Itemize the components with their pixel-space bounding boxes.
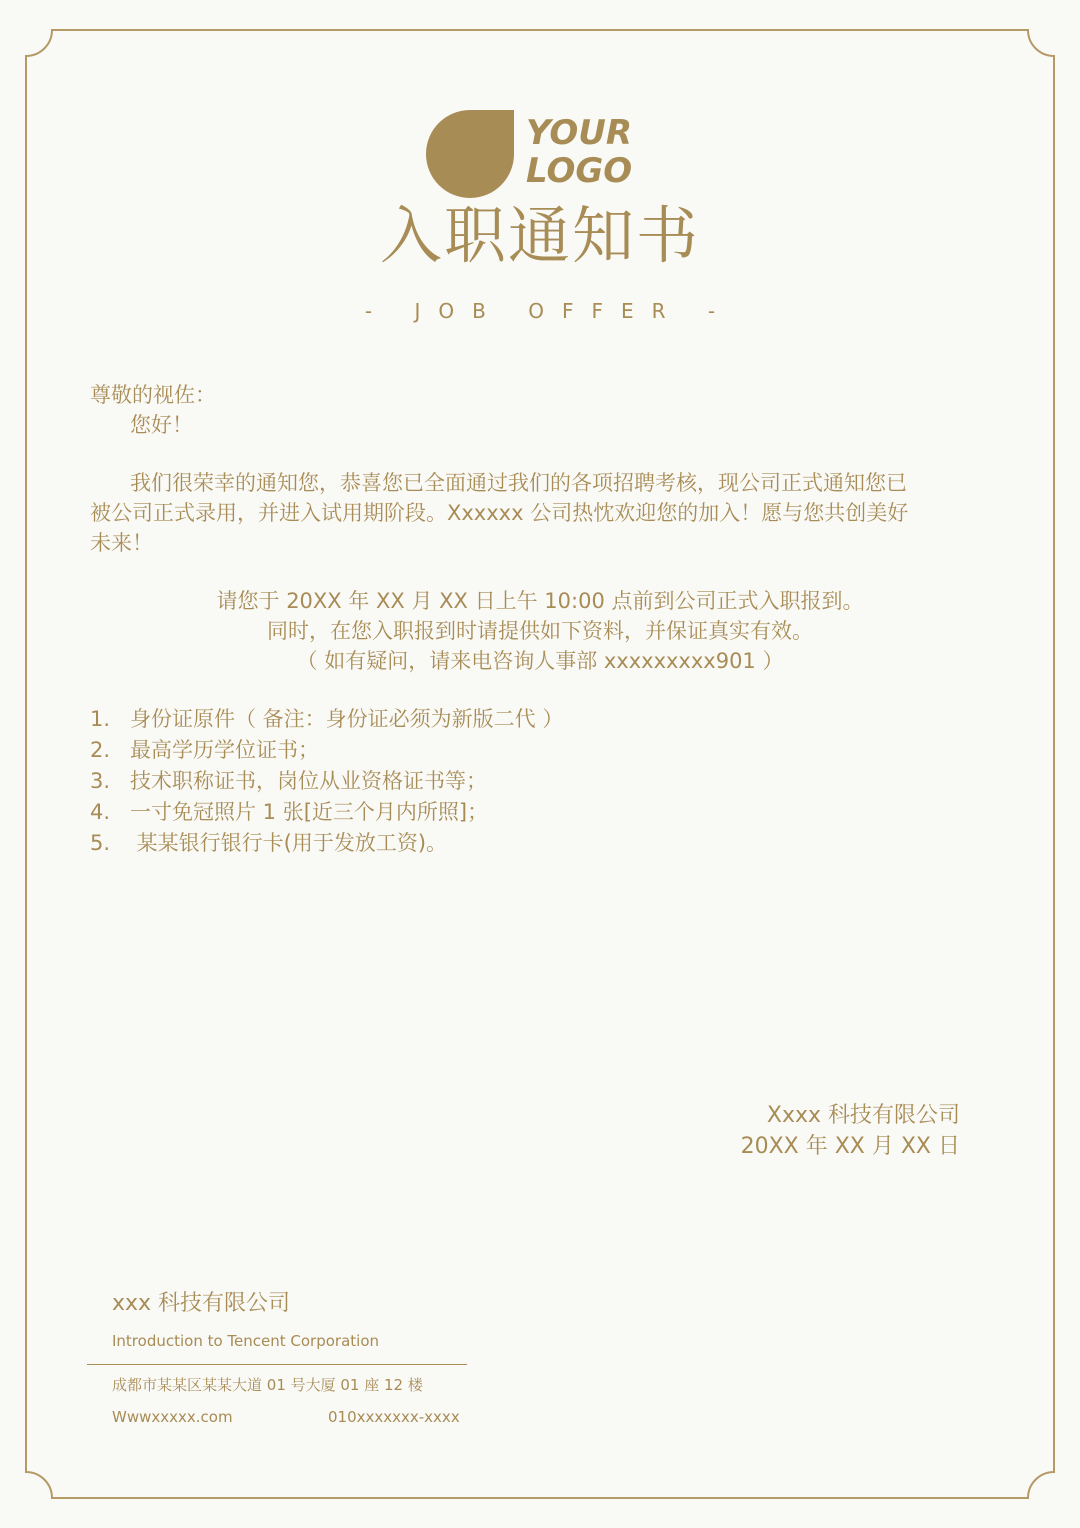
list-item [90,766,563,797]
page-title: 入职通知书 [379,199,700,272]
list-item [90,704,563,735]
footer-divider [87,1364,467,1365]
footer-company-name: xxx 科技有限公司 [112,1291,291,1316]
logo-line-1: YOUR [526,113,633,153]
signature-company: Xxxx 科技有限公司 [766,1103,960,1128]
contact-line: （ 如有疑问，请来电咨询人事部 xxxxxxxxx901 ） [296,649,784,673]
company-logo [426,110,646,198]
list-item-number: 4. [90,800,111,824]
greeting: 您好！ [130,413,193,437]
paragraph-line-2: 被公司正式录用，并进入试用期阶段。Xxxxxx 公司热忱欢迎您的加入！愿与您共创美好 [90,501,909,525]
footer-intro: Introduction to Tencent Corporation [112,1332,380,1350]
list-item [90,797,563,828]
paragraph-line-3: 未来！ [90,531,153,555]
footer-website: Wwwxxxxx.com [112,1408,233,1426]
list-item-number: 3. [90,769,111,793]
list-item-number: 2. [90,738,111,762]
list-item-text: 技术职称证书，岗位从业资格证书等； [130,769,487,793]
signature-date: 20XX 年 XX 月 XX 日 [740,1134,960,1159]
list-item-number: 1. [90,707,111,731]
list-item [90,735,563,766]
list-item-text: 身份证原件（ 备注：身份证必须为新版二代 ） [130,707,564,731]
footer-phone: 010xxxxxxx-xxxx [328,1408,460,1426]
paragraph-line-1: 我们很荣幸的通知您，恭喜您已全面通过我们的各项招聘考核，现公司正式通知您已 [130,471,907,495]
list-item-number: 5. [90,831,111,855]
documents-list [90,704,563,859]
list-item-text: 最高学历学位证书； [130,738,319,762]
salutation: 尊敬的视佐： [90,383,216,407]
logo-leaf-icon [426,110,514,198]
logo-line-2: LOGO [526,151,633,191]
list-item [90,828,563,859]
report-date-line: 请您于 20XX 年 XX 月 XX 日上午 10:00 点前到公司正式入职报到。 [216,589,864,613]
footer-address: 成都市某某区某某大道 01 号大厦 01 座 12 楼 [112,1376,423,1394]
documents-notice-line: 同时，在您入职报到时请提供如下资料，并保证真实有效。 [267,619,813,643]
logo-text [526,114,632,190]
page-subtitle: - JOB OFFER - [364,299,734,323]
list-item-text: 某某银行银行卡(用于发放工资)。 [130,831,448,855]
list-item-text: 一寸免冠照片 1 张[近三个月内所照]； [130,800,489,824]
